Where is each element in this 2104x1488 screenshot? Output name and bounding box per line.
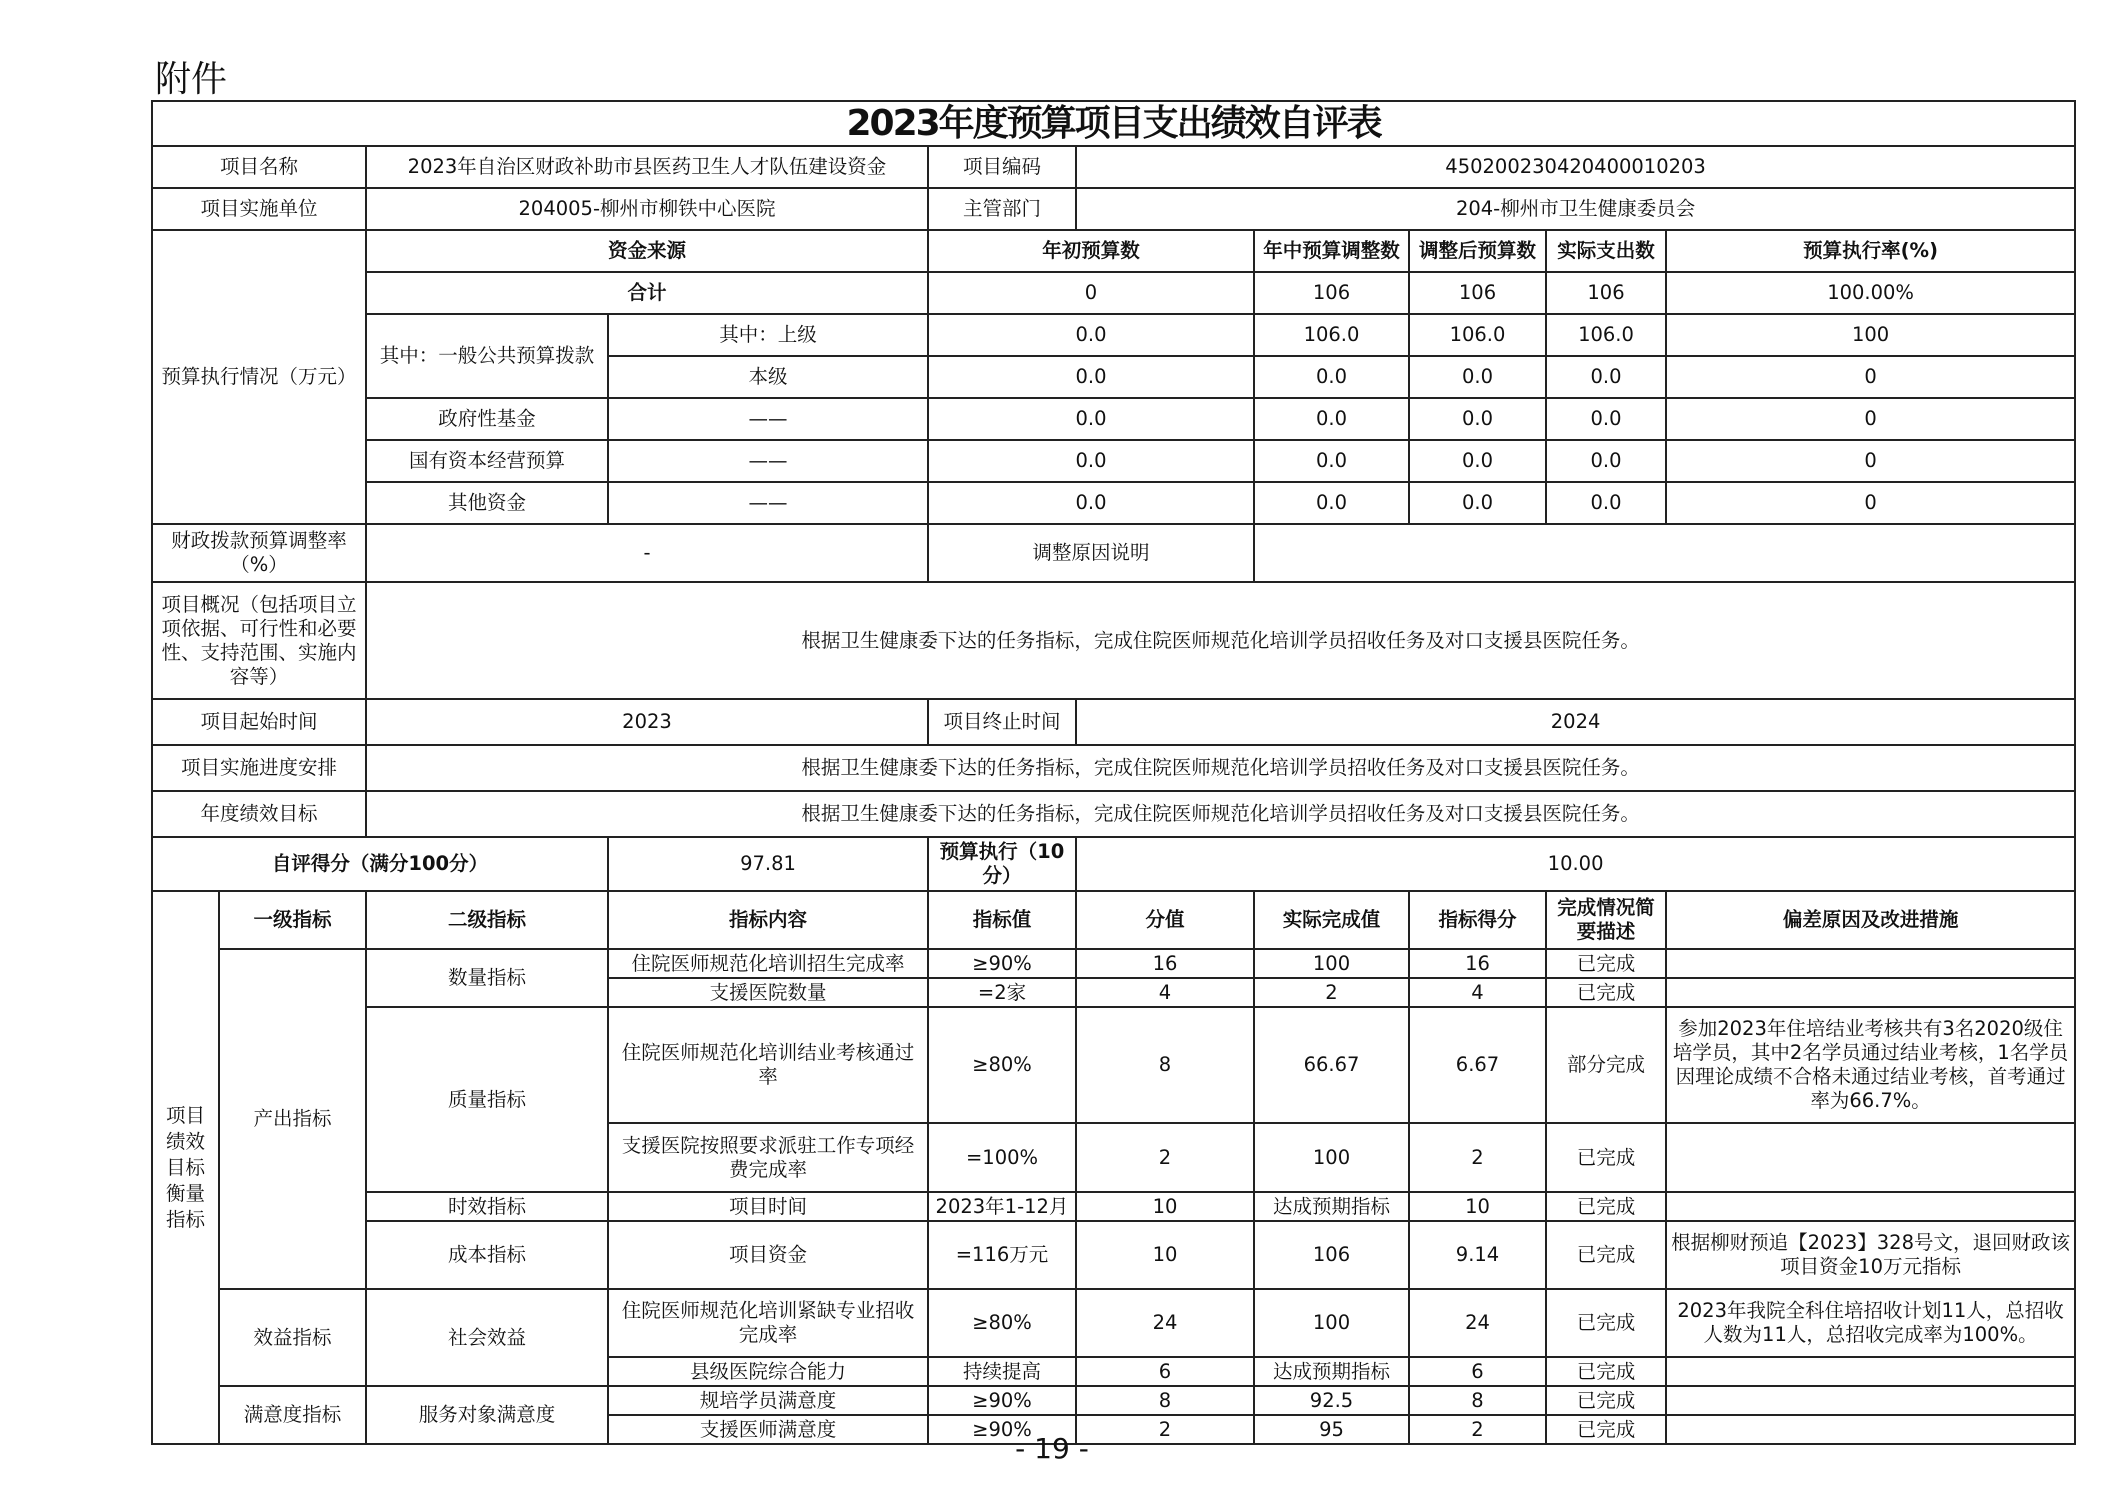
row-status: 已完成 bbox=[1546, 1289, 1666, 1357]
annual-goal: 根据卫生健康委下达的任务指标，完成住院医师规范化培训学员招收任务及对口支援县医院任务。 bbox=[366, 791, 2075, 837]
row-score: 8 bbox=[1409, 1386, 1546, 1415]
general-budget-label: 其中：一般公共预算拨款 bbox=[366, 314, 608, 398]
row-actual: 100 bbox=[1254, 1123, 1409, 1192]
upper-initial: 0.0 bbox=[928, 314, 1254, 356]
row-actual: 106 bbox=[1254, 1221, 1409, 1289]
overview: 根据卫生健康委下达的任务指标，完成住院医师规范化培训学员招收任务及对口支援县医院任务。 bbox=[366, 582, 2075, 699]
adjust-reason bbox=[1254, 524, 2075, 582]
upper-rate: 100 bbox=[1666, 314, 2075, 356]
header-level1: 一级指标 bbox=[219, 891, 366, 949]
row-reason bbox=[1666, 1386, 2075, 1415]
header-after: 调整后预算数 bbox=[1409, 230, 1546, 272]
row-actual: 2 bbox=[1254, 978, 1409, 1007]
row-status: 已完成 bbox=[1546, 1192, 1666, 1221]
indicators-section-label: 项目绩效目标衡量指标 bbox=[152, 891, 219, 1444]
total-label: 合计 bbox=[366, 272, 928, 314]
table-row bbox=[152, 1386, 2075, 1415]
row-target: 2023年1-12月 bbox=[928, 1192, 1076, 1221]
local-label: 本级 bbox=[608, 356, 928, 398]
header-level2: 二级指标 bbox=[366, 891, 608, 949]
row-score: 2 bbox=[1409, 1415, 1546, 1444]
cost-label: 成本指标 bbox=[366, 1221, 608, 1289]
table-row bbox=[152, 1221, 2075, 1289]
row-weight: 6 bbox=[1076, 1357, 1254, 1386]
other-fund-rate: 0 bbox=[1666, 482, 2075, 524]
timeliness-label: 时效指标 bbox=[366, 1192, 608, 1221]
benefit-label: 效益指标 bbox=[219, 1289, 366, 1386]
satisfaction-label: 满意度指标 bbox=[219, 1386, 366, 1444]
other-fund-after: 0.0 bbox=[1409, 482, 1546, 524]
row-content: 住院医师规范化培训紧缺专业招收完成率 bbox=[608, 1289, 928, 1357]
impl-unit: 204005-柳州市柳铁中心医院 bbox=[366, 188, 928, 230]
row-status: 已完成 bbox=[1546, 1123, 1666, 1192]
gov-fund-rate: 0 bbox=[1666, 398, 2075, 440]
header-weight: 分值 bbox=[1076, 891, 1254, 949]
row-reason bbox=[1666, 978, 2075, 1007]
header-status: 完成情况简要描述 bbox=[1546, 891, 1666, 949]
gov-fund-actual: 0.0 bbox=[1546, 398, 1666, 440]
budget-exec: 10.00 bbox=[1076, 837, 2075, 891]
project-code-label: 项目编码 bbox=[928, 146, 1076, 188]
row-reason bbox=[1666, 1357, 2075, 1386]
gov-fund-adjust: 0.0 bbox=[1254, 398, 1409, 440]
header-actual: 实际支出数 bbox=[1546, 230, 1666, 272]
local-rate: 0 bbox=[1666, 356, 2075, 398]
row-weight: 8 bbox=[1076, 1007, 1254, 1123]
header-initial: 年初预算数 bbox=[928, 230, 1254, 272]
row-score: 10 bbox=[1409, 1192, 1546, 1221]
row-status: 部分完成 bbox=[1546, 1007, 1666, 1123]
row-weight: 24 bbox=[1076, 1289, 1254, 1357]
row-content: 县级医院综合能力 bbox=[608, 1357, 928, 1386]
row-actual: 100 bbox=[1254, 949, 1409, 978]
total-adjust: 106 bbox=[1254, 272, 1409, 314]
row-content: 项目时间 bbox=[608, 1192, 928, 1221]
row-actual: 达成预期指标 bbox=[1254, 1357, 1409, 1386]
row-target: ≥90% bbox=[928, 1386, 1076, 1415]
row-target: ≥80% bbox=[928, 1289, 1076, 1357]
end-year: 2024 bbox=[1076, 699, 2075, 745]
total-actual: 106 bbox=[1546, 272, 1666, 314]
row-reason bbox=[1666, 1123, 2075, 1192]
row-weight: 2 bbox=[1076, 1123, 1254, 1192]
row-weight: 10 bbox=[1076, 1221, 1254, 1289]
row-weight: 8 bbox=[1076, 1386, 1254, 1415]
other-fund-initial: 0.0 bbox=[928, 482, 1254, 524]
state-capital-initial: 0.0 bbox=[928, 440, 1254, 482]
row-actual: 100 bbox=[1254, 1289, 1409, 1357]
row-status: 已完成 bbox=[1546, 1386, 1666, 1415]
dept: 204-柳州市卫生健康委员会 bbox=[1076, 188, 2075, 230]
state-capital-dash: —— bbox=[608, 440, 928, 482]
gov-fund-dash: —— bbox=[608, 398, 928, 440]
other-fund-adjust: 0.0 bbox=[1254, 482, 1409, 524]
project-name: 2023年自治区财政补助市县医药卫生人才队伍建设资金 bbox=[366, 146, 928, 188]
row-content: 住院医师规范化培训招生完成率 bbox=[608, 949, 928, 978]
row-target: ≥90% bbox=[928, 1415, 1076, 1444]
row-score: 2 bbox=[1409, 1123, 1546, 1192]
output-label: 产出指标 bbox=[219, 949, 366, 1289]
header-adjust: 年中预算调整数 bbox=[1254, 230, 1409, 272]
gov-fund-label: 政府性基金 bbox=[366, 398, 608, 440]
row-status: 已完成 bbox=[1546, 1221, 1666, 1289]
other-fund-label: 其他资金 bbox=[366, 482, 608, 524]
adjust-rate: - bbox=[366, 524, 928, 582]
row-status: 已完成 bbox=[1546, 1415, 1666, 1444]
row-target: 持续提高 bbox=[928, 1357, 1076, 1386]
row-content: 住院医师规范化培训结业考核通过率 bbox=[608, 1007, 928, 1123]
social-label: 社会效益 bbox=[366, 1289, 608, 1386]
page-number: - 19 - bbox=[1015, 1432, 1089, 1465]
row-content: 支援医院数量 bbox=[608, 978, 928, 1007]
header-target: 指标值 bbox=[928, 891, 1076, 949]
gov-fund-after: 0.0 bbox=[1409, 398, 1546, 440]
start-year: 2023 bbox=[366, 699, 928, 745]
row-content: 支援医师满意度 bbox=[608, 1415, 928, 1444]
upper-actual: 106.0 bbox=[1546, 314, 1666, 356]
upper-adjust: 106.0 bbox=[1254, 314, 1409, 356]
row-target: =116万元 bbox=[928, 1221, 1076, 1289]
other-fund-actual: 0.0 bbox=[1546, 482, 1666, 524]
local-initial: 0.0 bbox=[928, 356, 1254, 398]
impl-unit-label: 项目实施单位 bbox=[152, 188, 366, 230]
budget-exec-label: 预算执行（10分） bbox=[928, 837, 1076, 891]
row-score: 24 bbox=[1409, 1289, 1546, 1357]
quantity-label: 数量指标 bbox=[366, 949, 608, 1007]
row-weight: 16 bbox=[1076, 949, 1254, 978]
project-name-label: 项目名称 bbox=[152, 146, 366, 188]
score-label: 自评得分（满分100分） bbox=[152, 837, 608, 891]
service-label: 服务对象满意度 bbox=[366, 1386, 608, 1444]
table-row bbox=[152, 1007, 2075, 1123]
project-code: 450200230420400010203 bbox=[1076, 146, 2075, 188]
row-status: 已完成 bbox=[1546, 978, 1666, 1007]
total-rate: 100.00% bbox=[1666, 272, 2075, 314]
row-reason: 参加2023年住培结业考核共有3名2020级住培学员，其中2名学员通过结业考核，1名学员因理论成绩不合格未通过结业考核，首考通过率为66.7%。 bbox=[1666, 1007, 2075, 1123]
other-fund-dash: —— bbox=[608, 482, 928, 524]
row-content: 规培学员满意度 bbox=[608, 1386, 928, 1415]
progress-label: 项目实施进度安排 bbox=[152, 745, 366, 791]
annual-goal-label: 年度绩效目标 bbox=[152, 791, 366, 837]
upper-label: 其中：上级 bbox=[608, 314, 928, 356]
adjust-rate-label: 财政拨款预算调整率（%） bbox=[152, 524, 366, 582]
row-weight: 10 bbox=[1076, 1192, 1254, 1221]
row-status: 已完成 bbox=[1546, 949, 1666, 978]
total-after: 106 bbox=[1409, 272, 1546, 314]
annex-label: 附件 bbox=[155, 59, 228, 100]
state-capital-label: 国有资本经营预算 bbox=[366, 440, 608, 482]
header-rate: 预算执行率(%) bbox=[1666, 230, 2075, 272]
adjust-reason-label: 调整原因说明 bbox=[928, 524, 1254, 582]
overview-label: 项目概况（包括项目立项依据、可行性和必要性、支持范围、实施内容等） bbox=[152, 582, 366, 699]
row-content: 项目资金 bbox=[608, 1221, 928, 1289]
row-target: =100% bbox=[928, 1123, 1076, 1192]
row-weight: 4 bbox=[1076, 978, 1254, 1007]
score: 97.81 bbox=[608, 837, 928, 891]
header-content: 指标内容 bbox=[608, 891, 928, 949]
progress: 根据卫生健康委下达的任务指标，完成住院医师规范化培训学员招收任务及对口支援县医院任务。 bbox=[366, 745, 2075, 791]
state-capital-actual: 0.0 bbox=[1546, 440, 1666, 482]
table-row bbox=[152, 1192, 2075, 1221]
state-capital-after: 0.0 bbox=[1409, 440, 1546, 482]
table-title: 2023年度预算项目支出绩效自评表 bbox=[152, 101, 2075, 146]
state-capital-rate: 0 bbox=[1666, 440, 2075, 482]
row-reason: 根据柳财预追【2023】328号文，退回财政该项目资金10万元指标 bbox=[1666, 1221, 2075, 1289]
local-actual: 0.0 bbox=[1546, 356, 1666, 398]
dept-label: 主管部门 bbox=[928, 188, 1076, 230]
header-reason: 偏差原因及改进措施 bbox=[1666, 891, 2075, 949]
state-capital-adjust: 0.0 bbox=[1254, 440, 1409, 482]
row-reason: 2023年我院全科住培招收计划11人，总招收人数为11人，总招收完成率为100%。 bbox=[1666, 1289, 2075, 1357]
row-reason bbox=[1666, 1192, 2075, 1221]
budget-section-label: 预算执行情况（万元） bbox=[152, 230, 366, 524]
row-target: ≥90% bbox=[928, 949, 1076, 978]
end-label: 项目终止时间 bbox=[928, 699, 1076, 745]
local-adjust: 0.0 bbox=[1254, 356, 1409, 398]
total-initial: 0 bbox=[928, 272, 1254, 314]
header-score: 指标得分 bbox=[1409, 891, 1546, 949]
row-weight: 2 bbox=[1076, 1415, 1254, 1444]
row-actual: 达成预期指标 bbox=[1254, 1192, 1409, 1221]
upper-after: 106.0 bbox=[1409, 314, 1546, 356]
row-content: 支援医院按照要求派驻工作专项经费完成率 bbox=[608, 1123, 928, 1192]
row-reason bbox=[1666, 949, 2075, 978]
header-actual-value: 实际完成值 bbox=[1254, 891, 1409, 949]
row-target: =2家 bbox=[928, 978, 1076, 1007]
local-after: 0.0 bbox=[1409, 356, 1546, 398]
row-score: 6.67 bbox=[1409, 1007, 1546, 1123]
header-source: 资金来源 bbox=[366, 230, 928, 272]
row-score: 6 bbox=[1409, 1357, 1546, 1386]
table-row bbox=[152, 949, 2075, 978]
row-score: 16 bbox=[1409, 949, 1546, 978]
row-status: 已完成 bbox=[1546, 1357, 1666, 1386]
row-actual: 66.67 bbox=[1254, 1007, 1409, 1123]
performance-table bbox=[151, 100, 2076, 1445]
start-label: 项目起始时间 bbox=[152, 699, 366, 745]
row-score: 9.14 bbox=[1409, 1221, 1546, 1289]
quality-label: 质量指标 bbox=[366, 1007, 608, 1192]
table-row bbox=[152, 1289, 2075, 1357]
row-actual: 92.5 bbox=[1254, 1386, 1409, 1415]
gov-fund-initial: 0.0 bbox=[928, 398, 1254, 440]
row-score: 4 bbox=[1409, 978, 1546, 1007]
row-actual: 95 bbox=[1254, 1415, 1409, 1444]
row-target: ≥80% bbox=[928, 1007, 1076, 1123]
